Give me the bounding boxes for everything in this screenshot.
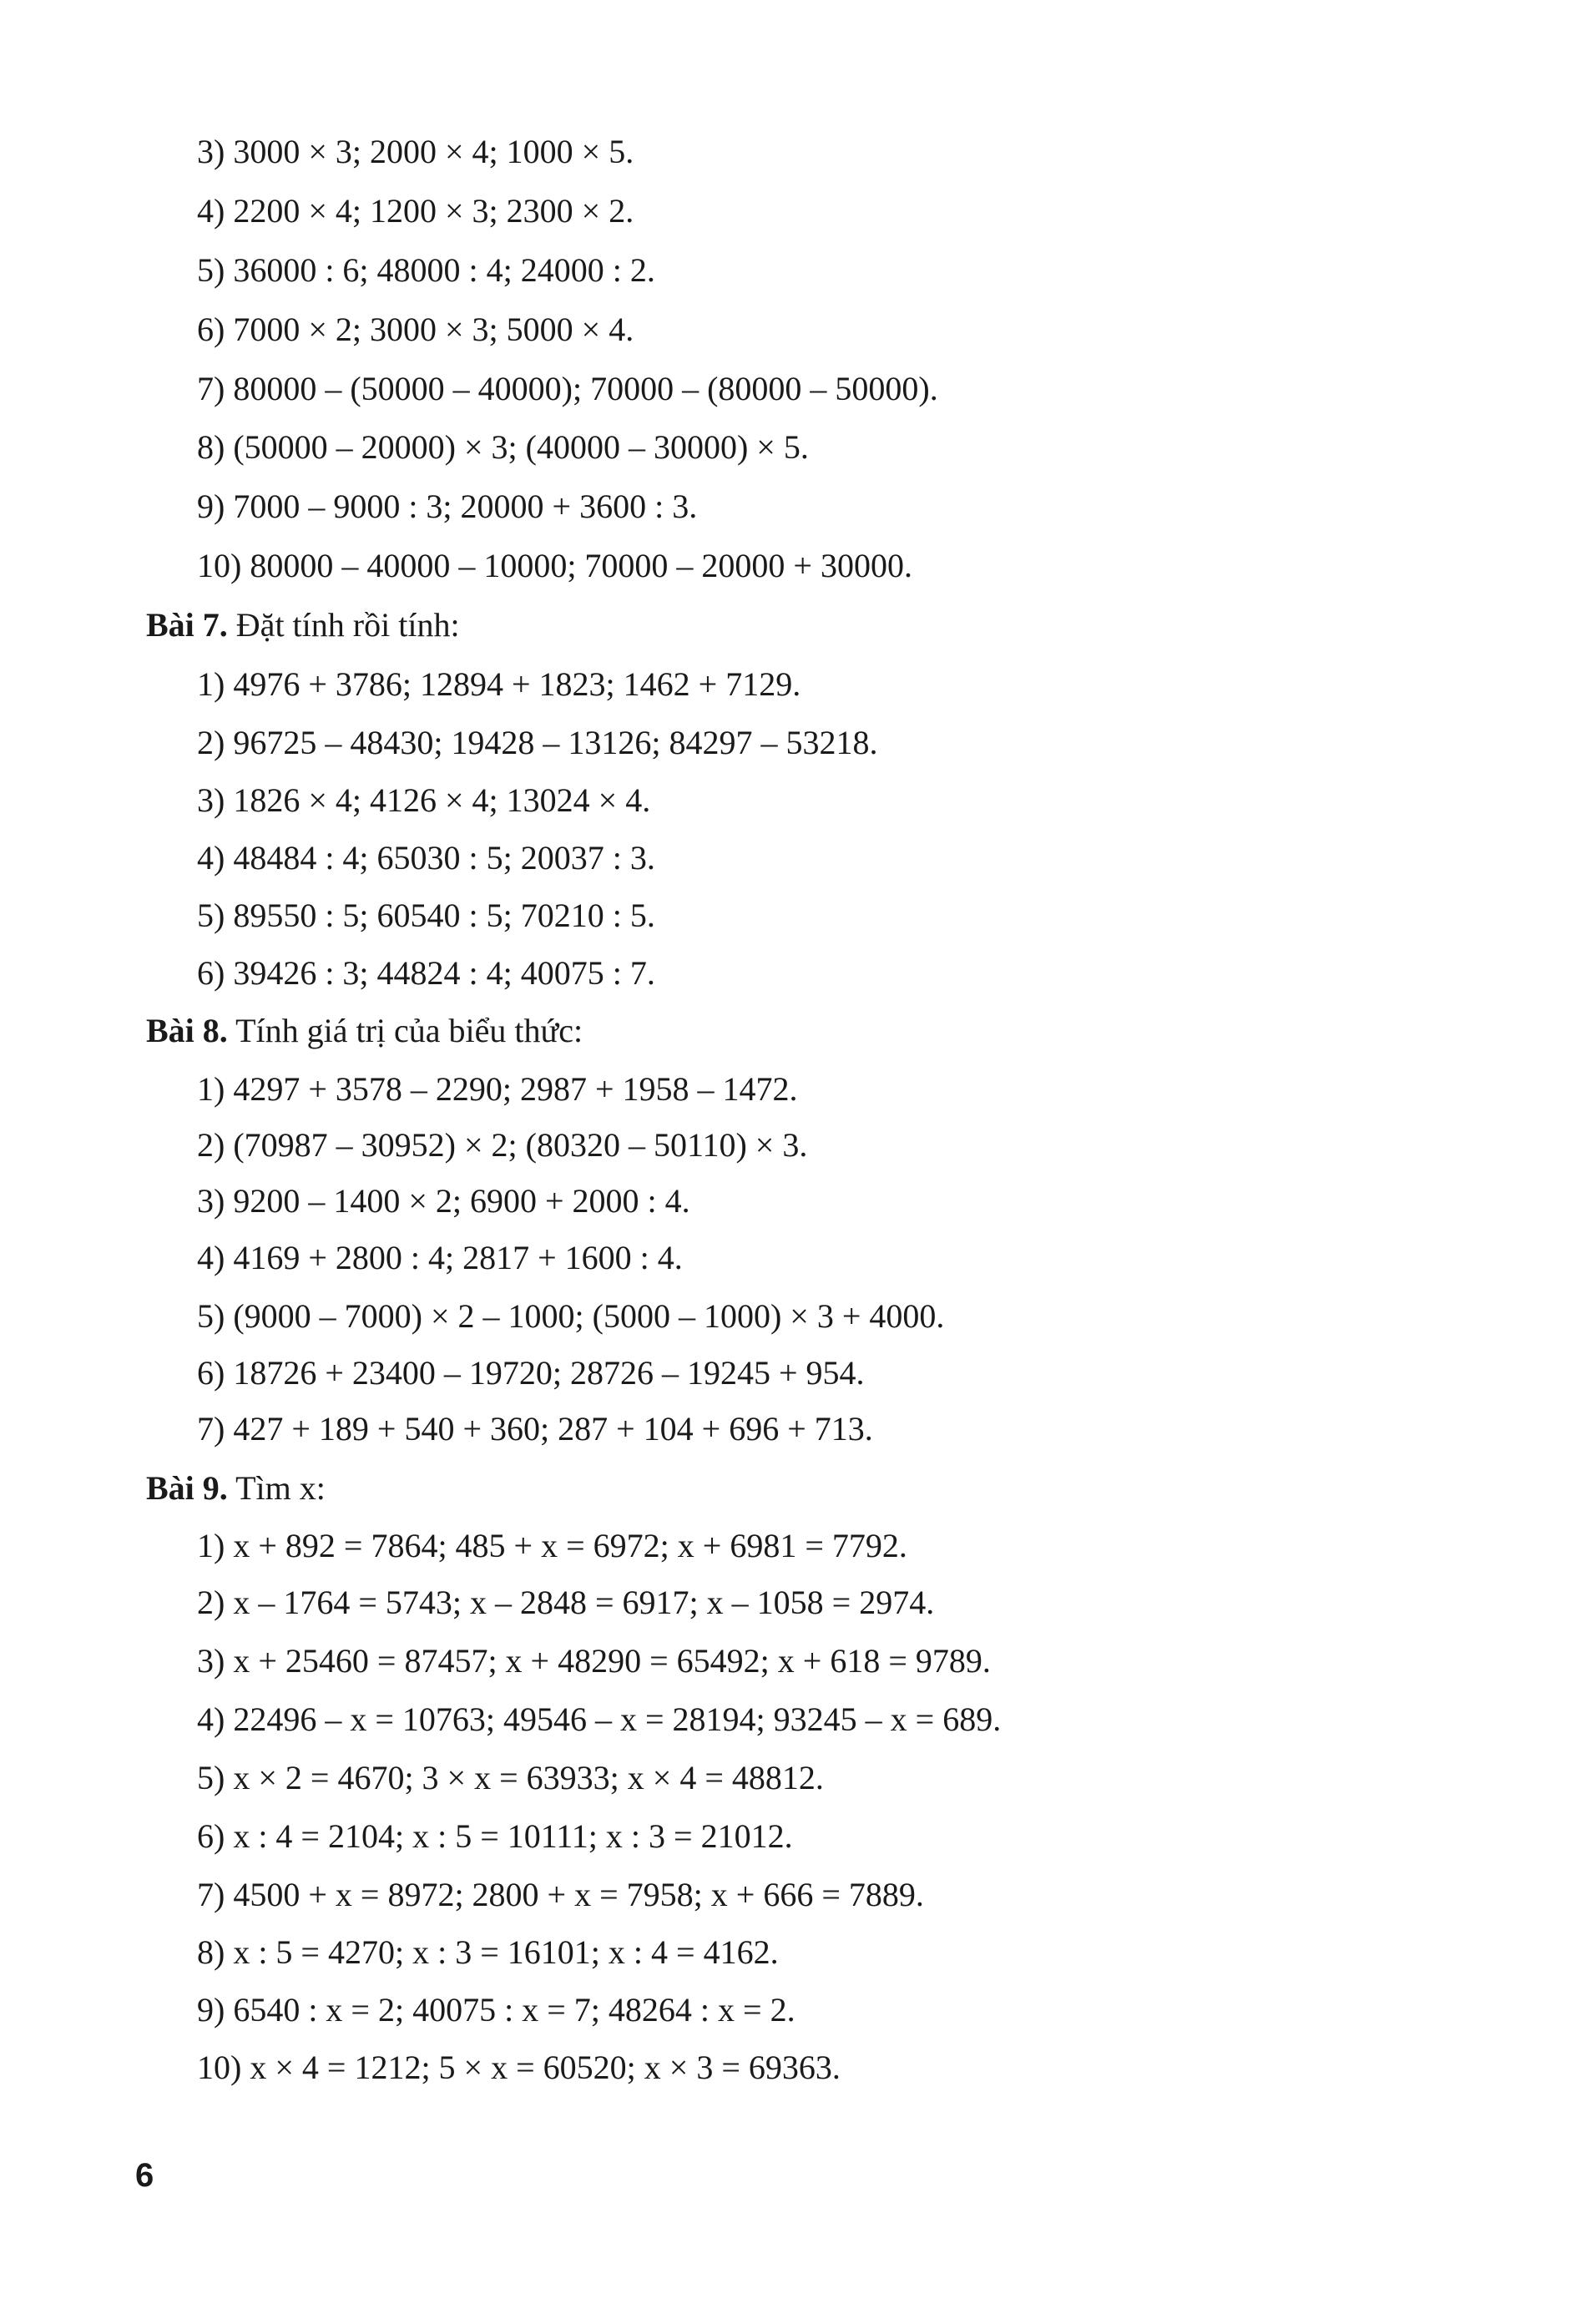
exercise-item: 8) (50000 – 20000) × 3; (40000 – 30000) × 5.	[197, 428, 809, 466]
exercise-item: 1) 4297 + 3578 – 2290; 2987 + 1958 – 1472.	[197, 1070, 798, 1108]
exercise-item: 5) 36000 : 6; 48000 : 4; 24000 : 2.	[197, 251, 655, 289]
exercise-item: 1) x + 892 = 7864; 485 + x = 6972; x + 6981 = 7792.	[197, 1527, 907, 1564]
exercise-label: Bài 7.	[146, 606, 228, 644]
exercise-item: 8) x : 5 = 4270; x : 3 = 16101; x : 4 = 4162.	[197, 1933, 779, 1971]
exercise-item: 4) 22496 – x = 10763; 49546 – x = 28194; 93245 – x = 689.	[197, 1700, 1002, 1738]
exercise-item: 6) 18726 + 23400 – 19720; 28726 – 19245 + 954.	[197, 1354, 865, 1392]
exercise-item: 2) 96725 – 48430; 19428 – 13126; 84297 – 53218.	[197, 724, 878, 761]
exercise-title: Tính giá trị của biểu thức:	[227, 1012, 583, 1049]
exercise-item: 6) 7000 × 2; 3000 × 3; 5000 × 4.	[197, 311, 634, 348]
exercise-heading-bai7	[146, 605, 460, 645]
exercise-item: 5) x × 2 = 4670; 3 × x = 63933; x × 4 = 48812.	[197, 1759, 824, 1796]
exercise-item: 7) 4500 + x = 8972; 2800 + x = 7958; x + 666 = 7889.	[197, 1876, 924, 1913]
exercise-title: Đặt tính rồi tính:	[227, 606, 460, 644]
exercise-label: Bài 8.	[146, 1012, 228, 1049]
exercise-item: 3) 1826 × 4; 4126 × 4; 13024 × 4.	[197, 781, 651, 819]
exercise-item: 5) (9000 – 7000) × 2 – 1000; (5000 – 1000) × 3 + 4000.	[197, 1297, 945, 1335]
exercise-item: 2) (70987 – 30952) × 2; (80320 – 50110) × 3.	[197, 1126, 808, 1164]
exercise-item: 9) 7000 – 9000 : 3; 20000 + 3600 : 3.	[197, 488, 698, 525]
page-number: 6	[135, 2157, 154, 2194]
exercise-item: 3) x + 25460 = 87457; x + 48290 = 65492; x + 618 = 9789.	[197, 1642, 991, 1680]
exercise-item: 6) 39426 : 3; 44824 : 4; 40075 : 7.	[197, 954, 655, 992]
exercise-item: 3) 9200 – 1400 × 2; 6900 + 2000 : 4.	[197, 1182, 690, 1220]
exercise-item: 7) 427 + 189 + 540 + 360; 287 + 104 + 696 + 713.	[197, 1410, 873, 1448]
exercise-item: 2) x – 1764 = 5743; x – 2848 = 6917; x – 1058 = 2974.	[197, 1584, 935, 1621]
exercise-item: 4) 2200 × 4; 1200 × 3; 2300 × 2.	[197, 192, 634, 230]
exercise-item: 10) x × 4 = 1212; 5 × x = 60520; x × 3 = 69363.	[197, 2049, 841, 2086]
exercise-item: 7) 80000 – (50000 – 40000); 70000 – (80000 – 50000).	[197, 370, 938, 407]
exercise-item: 9) 6540 : x = 2; 40075 : x = 7; 48264 : x = 2.	[197, 1991, 795, 2029]
exercise-item: 1) 4976 + 3786; 12894 + 1823; 1462 + 7129.	[197, 665, 801, 703]
exercise-title: Tìm x:	[227, 1469, 326, 1507]
exercise-item: 4) 48484 : 4; 65030 : 5; 20037 : 3.	[197, 839, 655, 877]
exercise-label: Bài 9.	[146, 1469, 228, 1507]
exercise-heading-bai8	[146, 1011, 583, 1051]
exercise-item: 4) 4169 + 2800 : 4; 2817 + 1600 : 4.	[197, 1239, 683, 1276]
exercise-item: 3) 3000 × 3; 2000 × 4; 1000 × 5.	[197, 133, 634, 170]
exercise-item: 6) x : 4 = 2104; x : 5 = 10111; x : 3 = 21012.	[197, 1817, 793, 1855]
exercise-item: 5) 89550 : 5; 60540 : 5; 70210 : 5.	[197, 897, 655, 934]
exercise-heading-bai9	[146, 1468, 326, 1508]
exercise-item: 10) 80000 – 40000 – 10000; 70000 – 20000 + 30000.	[197, 547, 912, 584]
